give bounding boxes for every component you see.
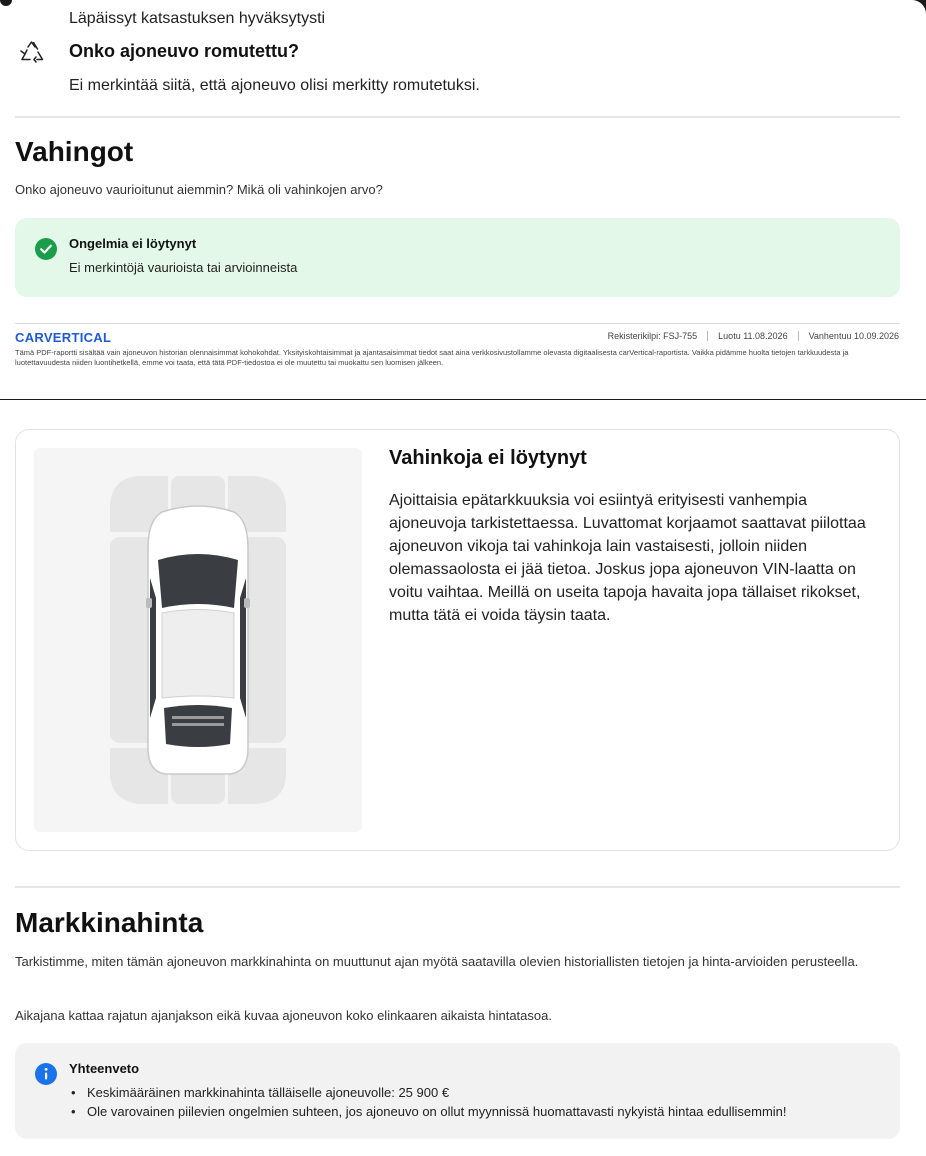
window-corner [912,0,926,14]
report-page-top [0,0,926,400]
damage-card-text: Ajoittaisia epätarkkuuksia voi esiintyä erityisesti vanhempia ajoneuvoja tarkistettaessa. Luvattomat korjaamot saattavat piilottaa ajoneuvon vikoja tai vahinkoja lain vastaisesti, jolloin niiden olemassaolosta ei jää tietoa. Joskus jopa ajoneuvon VIN-laatta on voitu vaihtaa. Meillä on useita tapoja havaita jopa tällaiset rikokset, mutta tätä ei voida täysin taata. [389,492,866,624]
scrapped-answer-text: Ei merkintää siitä, että ajoneuvo olisi merkitty romutetuksi. [69,77,480,94]
section-divider [15,886,900,888]
damages-heading: Vahingot [15,136,134,167]
list-item: • Ole varovainen piilevien ongelmien suhteen, jos ajoneuvo on ollut myynnissä huomattavasti nykyistä hintaa edullisemmin! [69,1102,787,1121]
plate-number: Rekisterikilpi: FSJ-755 [598,331,709,341]
carvertical-logo: CARVERTICAL [15,330,112,345]
previous-item-text: Läpäissyt katsastuksen hyväksytysti [69,10,326,27]
info-icon [35,1063,57,1085]
list-item: • Keskimääräinen markkinahinta tälläiselle ajoneuvolle: 25 900 € [69,1083,787,1102]
market-summary-box [15,1043,900,1139]
page-break-line [0,399,926,400]
window-corner-dot [0,0,12,6]
damages-subtitle: Onko ajoneuvo vaurioitunut aiemmin? Mikä oli vahinkojen arvo? [15,182,383,197]
market-timeline-note: Aikajana kattaa rajatun ajanjakson eikä kuvaa ajoneuvon koko elinkaaren aikaista hintatasoa. [15,1008,552,1023]
summary-title: Yhteenveto [69,1061,140,1076]
damages-status-box [15,218,900,297]
car-diagram [34,448,362,832]
check-circle-icon [35,238,57,260]
damage-card-title: Vahinkoja ei löytynyt [389,447,587,469]
recycle-icon [16,38,48,70]
footer-disclaimer: Tämä PDF-raportti sisältää vain ajoneuvon historian olennaisimmat kohokohdat. Yksityiskohtaisimmat ja ajantasaisimmat tiedot saat aina verkkosivustollamme olevasta digitaalisesta carVertical-raportista. Vaikka pidämme huolta tietojen tarkkuudesta ja luotettavuudesta niiden luontihetkellä, emme voi taata, että tätä PDF-tiedostoa ei ole muutettu tai muokattu sen luomisen jälkeen. [15,348,849,367]
footer-divider [15,323,900,324]
summary-list [69,1083,787,1121]
status-title: Ongelmia ei löytynyt [69,236,197,251]
car-top-view-icon [34,448,362,832]
status-text: Ei merkintöjä vaurioista tai arvioinneista [69,260,298,275]
created-date: Luotu 11.08.2026 [708,331,798,341]
scrapped-question-title: Onko ajoneuvo romutettu? [69,41,300,61]
market-heading: Markkinahinta [15,907,204,938]
expiry-date: Vanhentuu 10.09.2026 [808,331,899,341]
market-subtitle: Tarkistimme, miten tämän ajoneuvon markkinahinta on muuttunut ajan myötä saatavilla olevien historiallisten tietojen ja hinta-arvioiden perusteella. [15,954,859,969]
damage-card [15,429,900,851]
report-meta [598,331,899,341]
section-divider [15,116,900,118]
